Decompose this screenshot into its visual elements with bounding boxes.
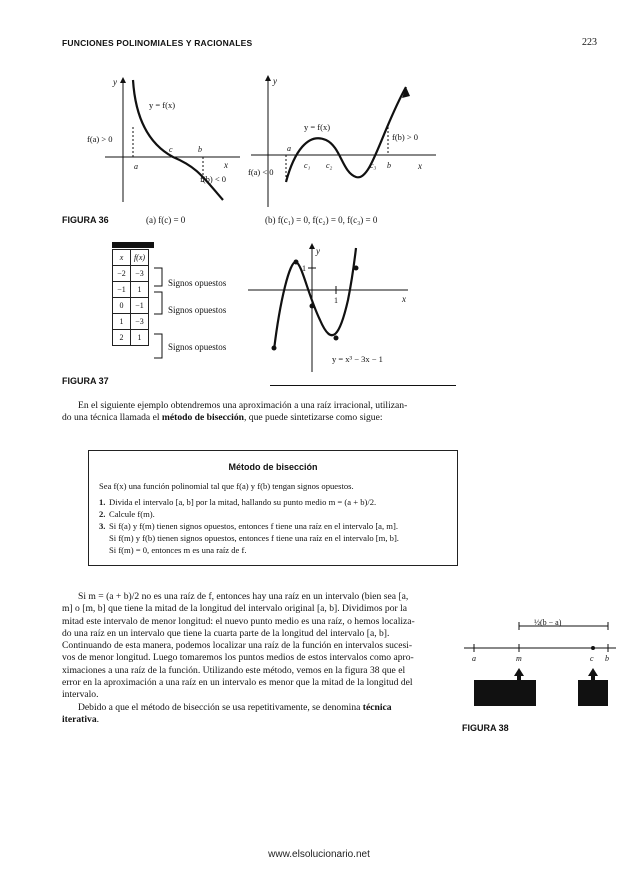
paragraph-line: Si m = (a + b)/2 no es una raíz de f, entonces hay una raíz en un intervalo (bien sea [a,: [78, 591, 409, 602]
figure37-label: FIGURA 37: [62, 376, 109, 386]
method-step-3: [99, 521, 398, 531]
method-step-1: [99, 497, 376, 507]
intro-bold: método de bisección: [161, 412, 244, 424]
figure36-graph-a: [85, 72, 245, 212]
signs-label-1: Signos opuestos: [168, 278, 227, 288]
point-minus1: [294, 260, 299, 265]
signs-label-2: Signos opuestos: [168, 305, 227, 315]
intro-line-1: En el siguiente ejemplo obtendremos una aproximación a una raíz irracional, utilizan-: [78, 400, 408, 411]
intro-line-2b: , que puede sintetizarse como sigue:: [243, 412, 383, 424]
method-step-2: [99, 509, 155, 519]
y-label: y: [113, 77, 117, 87]
step-text: Calcule f(m).: [109, 509, 155, 519]
fa-label: f(a) < 0: [248, 167, 274, 177]
figure36-caption-a: (a) f(c) = 0: [146, 215, 186, 225]
step-num: 1.: [99, 497, 106, 507]
point-2: [354, 266, 359, 271]
paragraph-line: vos de menor longitud. Luego tomaremos los puntos medios de estos intervalos como apro-: [62, 652, 414, 664]
table-cell: 1: [113, 314, 131, 330]
c1-label: c₁: [304, 161, 311, 170]
point-minus2: [272, 346, 277, 351]
running-header: FUNCIONES POLINOMIALES Y RACIONALES: [62, 38, 253, 48]
arrow-m: [514, 668, 524, 680]
intro-line-2a: do una técnica llamada el: [62, 412, 162, 424]
final-text: Debido a que el método de bisección se usa repetitivamente, se denomina: [78, 701, 363, 713]
paragraph-line: do una raíz en un intervalo que tiene la cuarta parte de la longitud del intervalo [a, b].: [62, 627, 390, 639]
x-label: x: [224, 160, 228, 170]
x-one-label: 1: [334, 296, 338, 305]
table-cell: −3: [131, 314, 149, 330]
bracket-3: [154, 334, 162, 358]
method-box-intro: Sea f(x) una función polinomial tal que f(a) y f(b) tengan signos opuestos.: [99, 481, 354, 491]
a-label: a: [287, 144, 291, 153]
a-label: a: [134, 162, 138, 171]
figure36-graph-b: [246, 72, 446, 212]
label-c: c: [590, 654, 594, 663]
table-row: [113, 282, 149, 298]
fb-label: f(b) > 0: [392, 132, 419, 142]
func-label: y = x³ − 3x − 1: [332, 354, 383, 364]
paragraph-line: Continuando de esta manera, podemos localizar una raíz de la función en intervalos sucesi-: [62, 640, 413, 652]
final-bold-1: técnica: [362, 701, 392, 713]
step-num: 3.: [99, 521, 106, 531]
label-b: b: [605, 654, 609, 663]
y-label: y: [316, 246, 320, 256]
arrow-c: [588, 668, 598, 680]
step-text: Si f(a) y f(m) tienen signos opuestos, entonces f tiene una raíz en el intervalo [a, m].: [109, 521, 398, 531]
footer-url: www.elsolucionario.net: [268, 849, 370, 860]
step-num: 2.: [99, 509, 106, 519]
bracket-1: [154, 268, 162, 286]
table-cell: 1: [131, 282, 149, 298]
table-cell: −3: [131, 266, 149, 282]
paragraph-line: intervalo.: [62, 689, 99, 701]
figure38-diagram: [462, 612, 622, 727]
figure37-graph: [240, 240, 415, 378]
bracket-2: [154, 292, 162, 314]
fx-table: [112, 249, 149, 346]
figure36-caption-b: (b) f(c₁) = 0, f(c₂) = 0, f(c₃) = 0: [265, 215, 378, 225]
intro-paragraph: [62, 400, 456, 425]
y-label: y: [273, 76, 277, 86]
figure38-label: FIGURA 38: [462, 723, 509, 733]
table-cell: −1: [131, 298, 149, 314]
table-cell: −2: [113, 266, 131, 282]
sign-brackets: [150, 262, 170, 372]
c3-label: c₃: [370, 161, 377, 170]
table-row: [113, 314, 149, 330]
half-length-label: ½(b − a): [534, 618, 562, 627]
block-left: [474, 680, 536, 706]
final-period: .: [96, 713, 100, 725]
root-point-c: [591, 646, 595, 650]
c2-label: c₂: [326, 161, 333, 170]
table-header-row: [113, 250, 149, 266]
table-header-x: x: [113, 250, 131, 266]
method-box-title: Método de bisección: [228, 462, 318, 472]
method-box: [88, 450, 458, 566]
step-text: Divida el intervalo [a, b] por la mitad, hallando su punto medio m = (a + b)/2.: [109, 497, 377, 507]
paragraph-line: m] o [m, b] que tiene la mitad de la longitud del intervalo original [a, b]. Dividimos por la: [62, 603, 408, 615]
label-m: m: [516, 654, 522, 663]
block-right: [578, 680, 608, 706]
table-cell: 0: [113, 298, 131, 314]
paragraph-line: ximaciones a una raíz de la función. Utilizando este método, vemos en la figura 38 que el: [62, 664, 406, 676]
final-line-1: [62, 702, 456, 714]
cubic-curve: [274, 248, 356, 350]
b-label: b: [387, 161, 391, 170]
paragraph-line: error en la aproximación a una raíz en un intervalo es menor que la mitad de la longitud del: [62, 677, 413, 689]
point-1: [334, 336, 339, 341]
table-cell: 2: [113, 330, 131, 346]
final-line-2: [62, 714, 456, 726]
paragraph-line: mitad este intervalo de menor longitud: el nuevo punto medio es una raíz, o hemos localiza-: [62, 615, 415, 627]
figure36-label: FIGURA 36: [62, 215, 109, 225]
func-label: y = f(x): [149, 100, 176, 110]
table-header-fx: f(x): [131, 250, 149, 266]
c-label: c: [169, 145, 173, 154]
method-step-3-line-3: Si f(m) = 0, entonces m es una raíz de f.: [109, 545, 247, 555]
fa-label: f(a) > 0: [87, 134, 113, 144]
signs-label-3: Signos opuestos: [168, 342, 227, 352]
x-label: x: [402, 294, 406, 304]
b-label: b: [198, 145, 202, 154]
method-step-3-line-2: Si f(m) y f(b) tienen signos opuestos, entonces f tiene una raíz en el intervalo [m, b].: [109, 533, 399, 543]
final-bold-2: iterativa: [62, 713, 97, 725]
bisection-paragraph: [62, 591, 456, 726]
table-row: [113, 266, 149, 282]
table-cell: 1: [131, 330, 149, 346]
table-row: [113, 330, 149, 346]
x-label: x: [418, 161, 422, 171]
fb-label: f(b) < 0: [200, 174, 227, 184]
point-0: [310, 304, 315, 309]
page-number: 223: [582, 37, 597, 48]
table-top-bar: [112, 242, 154, 248]
y-one-label: 1: [302, 264, 306, 273]
table-row: [113, 298, 149, 314]
divider-rule: [270, 385, 456, 386]
table-cell: −1: [113, 282, 131, 298]
label-a: a: [472, 654, 476, 663]
func-label: y = f(x): [304, 122, 331, 132]
